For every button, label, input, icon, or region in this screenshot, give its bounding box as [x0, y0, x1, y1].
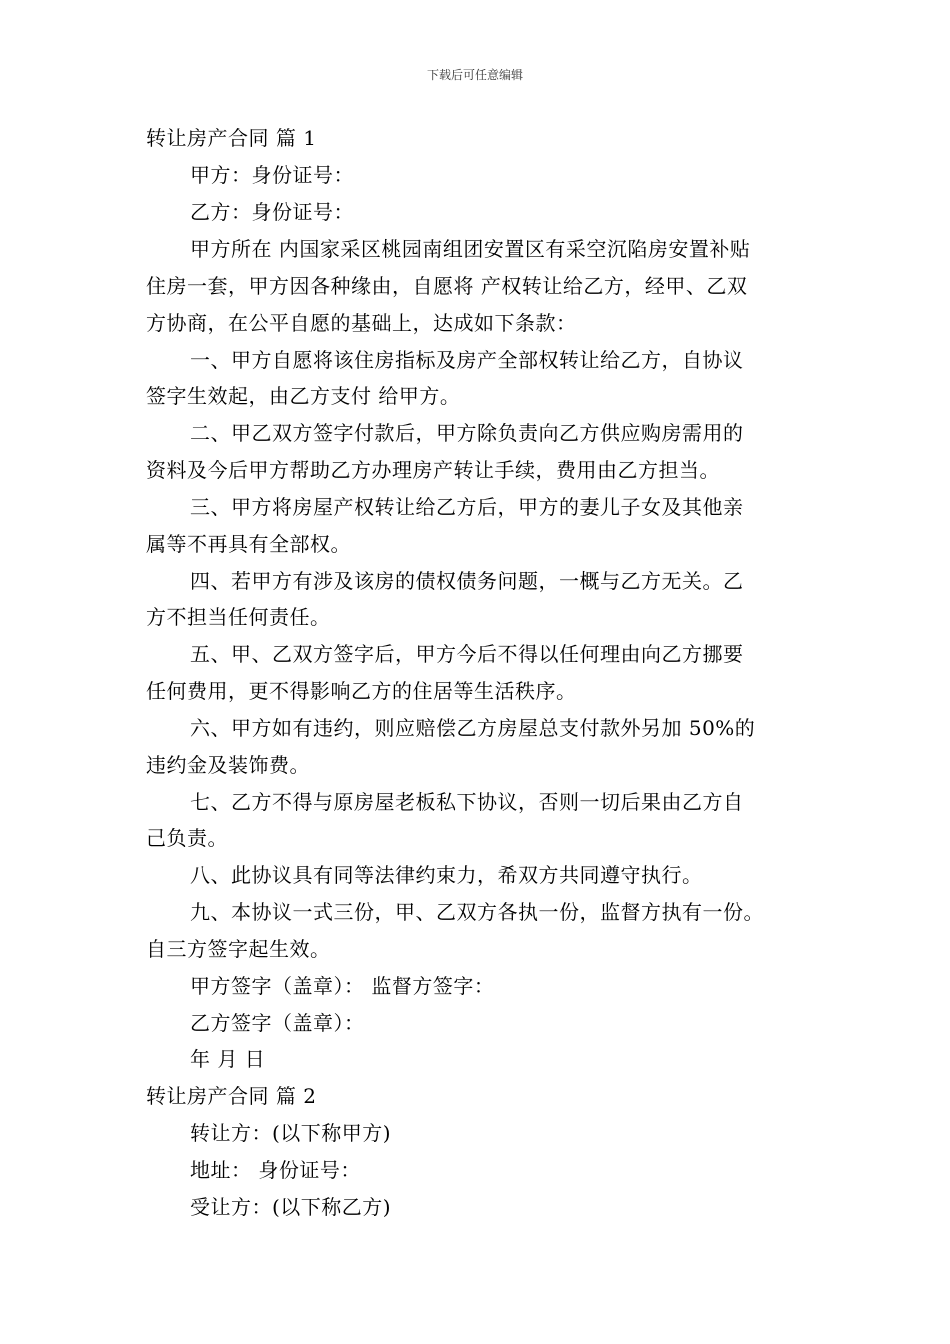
clause-line: 自三方签字起生效。: [146, 937, 331, 961]
clause-line: 属等不再具有全部权。: [146, 532, 351, 556]
clause-line: 己负责。: [146, 826, 228, 850]
section-title-2: 转让房产合同 篇 2: [146, 1084, 317, 1108]
clause-line: 四、若甲方有涉及该房的债权债务问题，一概与乙方无关。乙: [190, 569, 744, 593]
clause-line: 任何费用，更不得影响乙方的住居等生活秩序。: [146, 679, 577, 703]
party-a-line: 甲方：身份证号：: [190, 163, 354, 187]
header-note: 下载后可任意编辑: [426, 68, 523, 82]
clause-line: 方不担当任何责任。: [146, 605, 331, 629]
clause-line: 资料及今后甲方帮助乙方办理房产转让手续，费用由乙方担当。: [146, 458, 720, 482]
date-line: 年 月 日: [190, 1047, 266, 1071]
party-b-line: 乙方：身份证号：: [190, 200, 354, 224]
address-line: 地址： 身份证号：: [190, 1158, 361, 1182]
clause-line: 签字生效起，由乙方支付 给甲方。: [146, 384, 461, 408]
clause-line: 三、甲方将房屋产权转让给乙方后，甲方的妻儿子女及其他亲: [190, 495, 744, 519]
clause-line: 违约金及装饰费。: [146, 753, 310, 777]
signature-line: 乙方签字（盖章）：: [190, 1011, 365, 1035]
clause-line: 一、甲方自愿将该住房指标及房产全部权转让给乙方，自协议: [190, 348, 744, 372]
clause-line: 七、乙方不得与原房屋老板私下协议，否则一切后果由乙方自: [190, 790, 744, 814]
transferor-line: 转让方：(以下称甲方): [190, 1121, 392, 1145]
signature-line: 甲方签字（盖章）： 监督方签字：: [190, 974, 495, 998]
transferee-line: 受让方：(以下称乙方): [190, 1195, 392, 1219]
clause-line: 八、此协议具有同等法律约束力，希双方共同遵守执行。: [190, 863, 703, 887]
paragraph-line: 方协商，在公平自愿的基础上，达成如下条款：: [146, 311, 577, 335]
paragraph-line: 住房一套，甲方因各种缘由，自愿将 产权转让给乙方，经甲、乙双: [146, 274, 748, 298]
clause-line: 九、本协议一式三份，甲、乙双方各执一份，监督方执有一份。: [190, 900, 764, 924]
paragraph-line: 甲方所在 内国家采区桃园南组团安置区有采空沉陷房安置补贴: [190, 237, 751, 261]
clause-line: 五、甲、乙双方签字后，甲方今后不得以任何理由向乙方挪要: [190, 642, 744, 666]
clause-line: 二、甲乙双方签字付款后，甲方除负责向乙方供应购房需用的: [190, 421, 744, 445]
section-title-1: 转让房产合同 篇 1: [146, 126, 317, 150]
clause-line: 六、甲方如有违约，则应赔偿乙方房屋总支付款外另加 50%的: [190, 716, 756, 740]
